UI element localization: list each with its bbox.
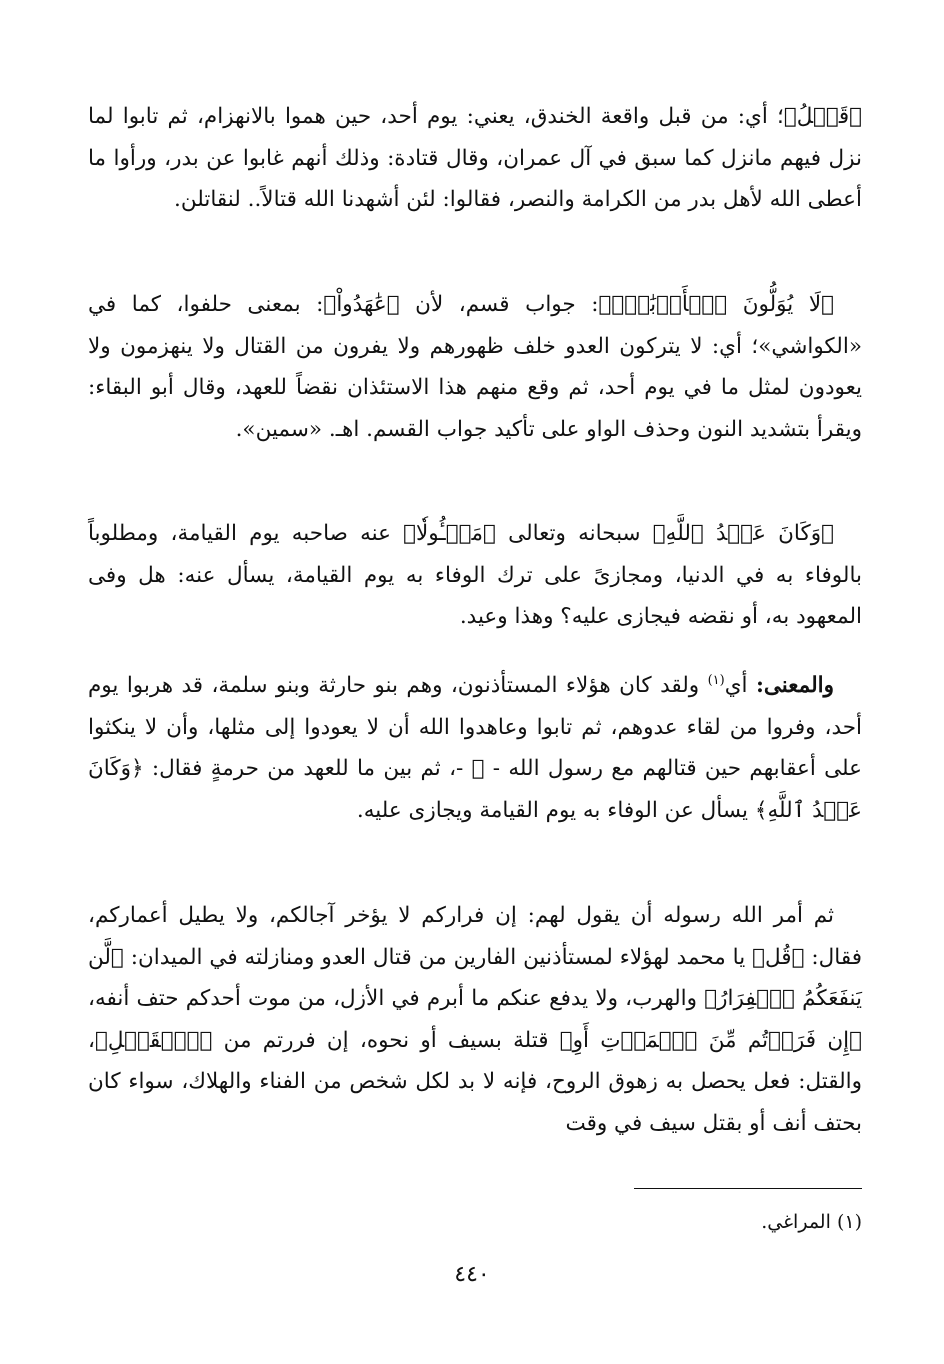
footnote [88, 1208, 862, 1236]
paragraph-1 [88, 96, 862, 221]
paragraph-1-text: ﴿قَبۡلُ﴾؛ أي: من قبل واقعة الخندق، يعني: يوم أحد، حين هموا بالانهزام، ثم تابوا لما نزل فيهم مانزل كما سبق في آل عمران، وقال قتادة: وذلك أنهم غابوا عن بدر، ورأوا ما أعطى الله لأهل بدر من الكرامة والنصر، فقالوا: لئن أشهدنا الله قتالاً.. لنقاتلن. [88, 104, 862, 213]
footnote-number: (١) [836, 1211, 862, 1233]
paragraph-4-lead: والمعنى: [755, 673, 834, 699]
paragraph-2 [88, 284, 862, 450]
paragraph-4-pre: أي [724, 673, 756, 699]
paragraph-3-text: ﴿وَكَانَ عَهۡدُ ٱللَّهِ﴾ سبحانه وتعالى ﴿مَسۡـُٔولٗا﴾ عنه صاحبه يوم القيامة، ومطلوباً بالوفاء به في الدنيا، ومجازىً على ترك الوفاء به يوم القيامة، يسأل عنه: هل وفى المعهود به، أو نقضه فيجازى عليه؟ وهذا وعيد. [88, 521, 862, 630]
page-number: ٤٤٠ [454, 1262, 490, 1287]
paragraph-3 [88, 513, 862, 638]
paragraph-4-text: ولقد كان هؤلاء المستأذنون، وهم بنو حارثة وبنو سلمة، قد هربوا يوم أحد، وفروا من لقاء عدوهم، ثم تابوا وعاهدوا الله أن لا يعودوا إلى مثلها، وأن لا ينكثوا على أعقابهم حين قتالهم مع رسول الله - ﷺ -، ثم بين ما للعهد من حرمةٍ فقال: ﴿وَكَانَ عَهۡدُ ٱللَّهِ﴾ يسأل عن الوفاء به يوم القيامة ويجازى عليه. [88, 673, 862, 823]
footnote-divider [634, 1188, 862, 1189]
paragraph-2-text: ﴿لَا يُوَلُّونَ ٱلۡأَدۡبَٰرَۚ﴾: جواب قسم، لأن ﴿عَٰهَدُواْ﴾: بمعنى حلفوا، كما في «الكواشي»؛ أي: لا يتركون العدو خلف ظهورهم ولا يفرون من القتال ولا ينهزمون ولا يعودون لمثل ما في يوم أحد، ثم وقع منهم هذا الاستئذان نقضاً للعهد، وقال أبو البقاء: ويقرأ بتشديد النون وحذف الواو على تأكيد جواب القسم. اهـ. «سمين». [88, 292, 862, 442]
footnote-reference: (١) [707, 673, 725, 688]
paragraph-5-text: ثم أمر الله رسوله أن يقول لهم: إن فراركم لا يؤخر آجالكم، ولا يطيل أعماركم، فقال: ﴿قُل﴾ يا محمد لهؤلاء لمستأذنين الفارين من قتال العدو ومنازلته في الميدان: ﴿لَّن يَنفَعَكُمُ ٱلۡفِرَارُ﴾ والهرب، ولا يدفع عنكم ما أبرم في الأزل، من موت أحدكم حتف أنفه، ﴿إِن فَرَرۡتُم مِّنَ ٱلۡمَوۡتِ أَوِ﴾ قتلة بسيف أو نحوه، إن فررتم من ﴿ٱلۡقَتۡلِ﴾، والقتل: فعل يحصل به زهوق الروح، فإنه لا بد لكل شخص من الفناء والهلاك، سواء كان بحتف أنف أو بقتل سيف في وقت [88, 903, 862, 1136]
footnote-text: المراغي. [761, 1211, 831, 1233]
paragraph-4 [88, 660, 862, 832]
paragraph-5 [88, 895, 862, 1145]
